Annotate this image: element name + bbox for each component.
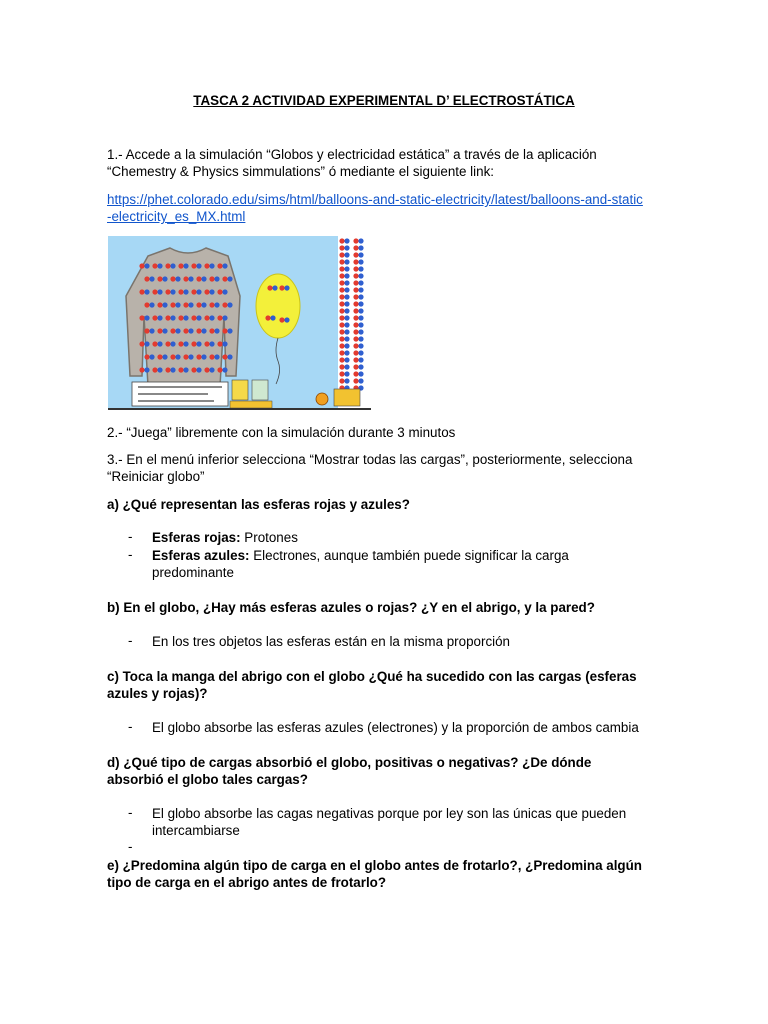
negative-charge [175,328,180,333]
positive-charge [217,263,222,268]
negative-charge [227,302,232,307]
negative-charge [358,322,363,327]
positive-charge [165,263,170,268]
positive-charge [353,371,358,376]
negative-charge [284,317,289,322]
negative-charge [170,341,175,346]
negative-charge [344,287,349,292]
positive-charge [353,343,358,348]
negative-charge [162,328,167,333]
negative-charge [344,315,349,320]
negative-charge [358,336,363,341]
step-3-text [107,451,667,485]
positive-charge [353,357,358,362]
negative-charge [344,273,349,278]
positive-charge [353,280,358,285]
negative-charge [170,263,175,268]
positive-charge [178,315,183,320]
positive-charge [152,367,157,372]
negative-charge [344,364,349,369]
negative-charge [201,276,206,281]
positive-charge [144,276,149,281]
negative-charge [144,367,149,372]
positive-charge [353,238,358,243]
sim-floor [108,408,371,410]
positive-charge [339,294,344,299]
positive-charge [165,367,170,372]
negative-charge [196,289,201,294]
option-line [138,386,222,388]
negative-charge [214,328,219,333]
positive-charge [191,341,196,346]
negative-charge [344,357,349,362]
negative-charge [144,263,149,268]
negative-charge [344,371,349,376]
positive-charge [204,367,209,372]
positive-charge [217,289,222,294]
negative-charge [344,350,349,355]
positive-charge [265,315,270,320]
step-1-text [107,146,667,180]
option-line [138,400,214,402]
positive-charge [144,328,149,333]
positive-charge [204,263,209,268]
negative-charge [157,341,162,346]
bullet-marker: - [128,547,133,562]
negative-charge [358,238,363,243]
positive-charge [339,287,344,292]
bullet-marker: - [128,805,133,820]
positive-charge [353,259,358,264]
positive-charge [139,315,144,320]
question-e [107,857,677,891]
negative-charge [149,354,154,359]
positive-charge [152,315,157,320]
positive-charge [183,354,188,359]
positive-charge [339,343,344,348]
positive-charge [353,252,358,257]
negative-charge [358,350,363,355]
two-balloons-button[interactable] [252,380,268,400]
positive-charge [178,341,183,346]
answer-b: En los tres objetos las esferas están en la misma proporción [152,634,511,649]
negative-charge [209,289,214,294]
negative-charge [183,367,188,372]
positive-charge [339,378,344,383]
negative-charge [222,289,227,294]
positive-charge [196,354,201,359]
negative-charge [344,252,349,257]
positive-charge [222,328,227,333]
negative-charge [149,276,154,281]
question-d-line-1: d) ¿Qué tipo de cargas absorbió el globo, positivas o negativas? ¿De dónde [107,755,592,770]
positive-charge [170,302,175,307]
negative-charge [144,315,149,320]
positive-charge [339,315,344,320]
positive-charge [152,289,157,294]
bullet-marker: - [128,839,133,854]
question-c [107,668,667,702]
positive-charge [165,315,170,320]
positive-charge [339,322,344,327]
bullet-marker: - [128,633,133,648]
positive-charge [157,328,162,333]
negative-charge [344,301,349,306]
positive-charge [209,354,214,359]
negative-charge [358,343,363,348]
balloon-toggle-button[interactable] [232,380,248,400]
step-3-line-2: “Reiniciar globo” [107,469,205,484]
answer-d-line-2: intercambiarse [152,823,240,838]
positive-charge [339,238,344,243]
positive-charge [222,354,227,359]
negative-charge [188,276,193,281]
negative-charge [344,259,349,264]
positive-charge [144,354,149,359]
positive-charge [191,367,196,372]
answer-d-line-1: El globo absorbe las cagas negativas porque por ley son las únicas que pueden [152,806,627,821]
negative-charge [358,371,363,376]
question-e-line-1: e) ¿Predomina algún tipo de carga en el globo antes de frotarlo?, ¿Predomina algún [107,858,642,873]
negative-charge [157,315,162,320]
negative-charge [149,328,154,333]
positive-charge [353,266,358,271]
bullet-marker: - [128,529,133,544]
positive-charge [217,315,222,320]
positive-charge [139,263,144,268]
negative-charge [344,294,349,299]
positive-charge [204,289,209,294]
positive-charge [178,263,183,268]
positive-charge [196,302,201,307]
answer-a-item-2-label: Esferas azules: [152,548,250,563]
answer-d [152,805,672,839]
positive-charge [353,329,358,334]
balloon-shape [256,274,300,338]
positive-charge [339,301,344,306]
negative-charge [358,252,363,257]
negative-charge [209,315,214,320]
positive-charge [353,350,358,355]
answer-c: El globo absorbe las esferas azules (electrones) y la proporción de ambos cambia [152,720,639,735]
question-c-line-2: azules y rojas)? [107,686,208,701]
step-1-line-2: “Chemestry & Physics simmulations” ó mediante el siguiente link: [107,164,494,179]
positive-charge [157,276,162,281]
positive-charge [170,354,175,359]
negative-charge [358,280,363,285]
positive-charge [279,317,284,322]
negative-charge [227,328,232,333]
positive-charge [170,276,175,281]
option-line [138,393,208,395]
negative-charge [358,294,363,299]
positive-charge [353,336,358,341]
negative-charge [183,341,188,346]
negative-charge [175,302,180,307]
positive-charge [144,302,149,307]
answer-a-item-1 [152,529,672,546]
negative-charge [196,367,201,372]
positive-charge [353,308,358,313]
negative-charge [157,263,162,268]
negative-charge [358,259,363,264]
positive-charge [209,302,214,307]
positive-charge [339,273,344,278]
negative-charge [201,354,206,359]
question-a: a) ¿Qué representan las esferas rojas y azules? [107,497,410,512]
positive-charge [191,263,196,268]
positive-charge [339,266,344,271]
positive-charge [339,245,344,250]
answer-a-item-2-text: Electrones, aunque también puede significar la carga [249,548,569,563]
positive-charge [183,328,188,333]
positive-charge [353,315,358,320]
positive-charge [196,276,201,281]
negative-charge [196,315,201,320]
negative-charge [358,378,363,383]
negative-charge [227,354,232,359]
simulation-link[interactable] [107,191,667,225]
negative-charge [358,273,363,278]
positive-charge [209,276,214,281]
answer-a-item-2 [152,547,672,581]
negative-charge [157,289,162,294]
remove-wall-button[interactable] [334,389,360,406]
negative-charge [358,245,363,250]
answer-a-item-1-label: Esferas rojas: [152,530,241,545]
negative-charge [214,276,219,281]
question-e-line-2: tipo de carga en el abrigo antes de frotarlo? [107,875,387,890]
negative-charge [170,289,175,294]
negative-charge [358,315,363,320]
positive-charge [165,289,170,294]
negative-charge [162,354,167,359]
negative-charge [183,315,188,320]
positive-charge [353,294,358,299]
negative-charge [162,302,167,307]
negative-charge [157,367,162,372]
positive-charge [196,328,201,333]
negative-charge [358,329,363,334]
negative-charge [358,301,363,306]
negative-charge [222,315,227,320]
positive-charge [339,259,344,264]
negative-charge [358,266,363,271]
positive-charge [353,245,358,250]
positive-charge [353,287,358,292]
positive-charge [152,263,157,268]
positive-charge [139,289,144,294]
positive-charge [178,289,183,294]
negative-charge [196,263,201,268]
negative-charge [209,341,214,346]
negative-charge [344,336,349,341]
positive-charge [353,273,358,278]
negative-charge [214,302,219,307]
negative-charge [344,322,349,327]
negative-charge [358,357,363,362]
positive-charge [222,302,227,307]
negative-charge [344,378,349,383]
negative-charge [175,276,180,281]
negative-charge [201,302,206,307]
negative-charge [222,341,227,346]
negative-charge [170,367,175,372]
negative-charge [188,328,193,333]
negative-charge [188,302,193,307]
reset-all-icon[interactable] [316,393,328,405]
positive-charge [204,315,209,320]
step-1-line-1: 1.- Accede a la simulación “Globos y electricidad estática” a través de la aplicación [107,147,597,162]
positive-charge [339,336,344,341]
link-line-2[interactable]: -electricity_es_MX.html [107,209,246,224]
negative-charge [358,287,363,292]
negative-charge [344,329,349,334]
answer-a-item-1-text: Protones [240,530,298,545]
negative-charge [344,238,349,243]
negative-charge [162,276,167,281]
positive-charge [183,276,188,281]
step-2-text: 2.- “Juega” libremente con la simulación durante 3 minutos [107,425,456,440]
negative-charge [344,308,349,313]
positive-charge [178,367,183,372]
question-b: b) En el globo, ¿Hay más esferas azules o rojas? ¿Y en el abrigo, y la pared? [107,600,595,615]
negative-charge [144,289,149,294]
negative-charge [344,280,349,285]
negative-charge [183,263,188,268]
negative-charge [344,343,349,348]
question-c-line-1: c) Toca la manga del abrigo con el globo ¿Qué ha sucedido con las cargas (esferas [107,669,637,684]
negative-charge [344,266,349,271]
sweater-charges [139,263,232,372]
positive-charge [191,315,196,320]
negative-charge [144,341,149,346]
positive-charge [267,285,272,290]
positive-charge [339,357,344,362]
negative-charge [175,354,180,359]
positive-charge [170,328,175,333]
positive-charge [217,367,222,372]
positive-charge [339,252,344,257]
negative-charge [222,367,227,372]
negative-charge [284,285,289,290]
positive-charge [183,302,188,307]
positive-charge [353,378,358,383]
simulation-illustration [108,236,371,410]
positive-charge [339,364,344,369]
link-line-1[interactable]: https://phet.colorado.edu/sims/html/balloons-and-static-electricity/latest/balloons-and-static [107,192,643,207]
positive-charge [339,329,344,334]
negative-charge [344,245,349,250]
question-d-line-2: absorbió el globo tales cargas? [107,772,308,787]
positive-charge [339,280,344,285]
positive-charge [157,354,162,359]
document-title: TASCA 2 ACTIVIDAD EXPERIMENTAL D’ ELECTROSTÁTICA [193,93,575,108]
negative-charge [196,341,201,346]
negative-charge [170,315,175,320]
balloon-string [276,338,280,384]
positive-charge [339,350,344,355]
positive-charge [139,367,144,372]
negative-charge [222,263,227,268]
positive-charge [139,341,144,346]
positive-charge [165,341,170,346]
positive-charge [217,341,222,346]
positive-charge [279,285,284,290]
positive-charge [191,289,196,294]
negative-charge [183,289,188,294]
negative-charge [209,263,214,268]
question-d [107,754,667,788]
positive-charge [209,328,214,333]
positive-charge [222,276,227,281]
positive-charge [157,302,162,307]
negative-charge [188,354,193,359]
positive-charge [353,301,358,306]
positive-charge [353,322,358,327]
positive-charge [204,341,209,346]
negative-charge [214,354,219,359]
negative-charge [149,302,154,307]
reset-balloon-button[interactable] [230,401,272,408]
negative-charge [227,276,232,281]
negative-charge [358,308,363,313]
bullet-marker: - [128,719,133,734]
negative-charge [209,367,214,372]
negative-charge [272,285,277,290]
step-3-line-1: 3.- En el menú inferior selecciona “Mostrar todas las cargas”, posteriormente, selecciona [107,452,633,467]
negative-charge [201,328,206,333]
answer-a-item-2-text-cont: predominante [152,565,234,580]
positive-charge [339,371,344,376]
positive-charge [152,341,157,346]
positive-charge [353,364,358,369]
positive-charge [339,308,344,313]
negative-charge [270,315,275,320]
negative-charge [358,364,363,369]
simulation-screenshot [108,236,371,410]
